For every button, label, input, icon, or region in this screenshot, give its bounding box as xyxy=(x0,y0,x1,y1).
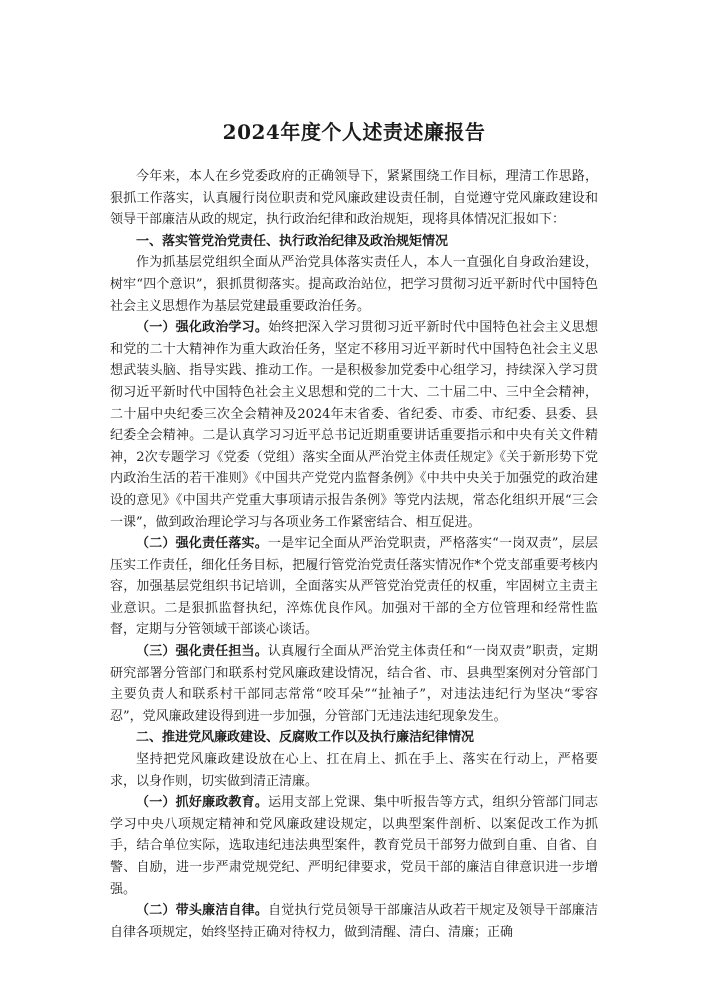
item-lead: （一）强化政治学习。 xyxy=(136,320,269,336)
section-1-heading: 一、落实管党治党责任、执行政治纪律及政治规矩情况 xyxy=(136,233,449,249)
item-lead: （一）抓好廉政教育。 xyxy=(136,795,269,811)
section-1-item-1 xyxy=(110,317,598,533)
item-text: 自觉执行党员领导干部廉洁从政若干规定及领导干部廉洁自律各项规定，始终坚持正确对待权力，做到清醒、清白、清廉；正确 xyxy=(110,903,598,940)
section-2-item-1 xyxy=(110,792,598,900)
item-lead: （二）带头廉洁自律。 xyxy=(136,903,269,919)
item-text: 一是牢记全面从严治党职责，严格落实“一岗双责”，层层压实工作责任，细化任务目标，把履行管党治党责任落实情况作*个党支部重要考核内容，加强基层党组织书记培训，全面落实从严管党治党责任的权重，牢固树立主责主业意识。二是狠抓监督执纪，淬炼优良作风。加强对干部的全方位管理和经常性监督，定期与分管领域干部谈心谈话。 xyxy=(110,536,598,638)
item-text: 始终把深入学习贯彻习近平新时代中国特色社会主义思想和党的二十大精神作为重大政治任务，坚定不移用习近平新时代中国特色社会主义思想武装头脑、指导实践、推动工作。一是积极参加党委中心组学习，持续深入学习贯彻习近平新时代中国特色社会主义思想和党的二十大、二十届二中、三中全会精神，二十届中央纪委三次全会精神及2024年末省委、省纪委、市委、市纪委、县委、县纪委全会精神。二是认真学习习近平总书记近期重要讲话重要指示和中央有关文件精神，2次专题学习《党委（党组）落实全面从严治党主体责任规定》《关于新形势下党内政治生活的若干准则》《中国共产党党内监督条例》《中共中央关于加强党的政治建设的意见》《中国共产党重大事项请示报告条例》等党内法规，常态化组织开展“三会一课”，做到政治理论学习与各项业务工作紧密结合、相互促进。 xyxy=(110,320,598,530)
item-text: 认真履行全面从严治党主体责任和“一岗双责”职责，定期研究部署分管部门和联系村党风廉政建设情况，结合省、市、县典型案例对分管部门主要负责人和联系村干部同志常常“咬耳朵”“扯袖子”，对违法违纪行为坚决“零容忍”，党风廉政建设得到进一步加强，分管部门无违法违纪现象发生。 xyxy=(110,644,598,724)
section-1-item-3 xyxy=(110,641,598,727)
intro-paragraph: 今年来，本人在乡党委政府的正确领导下，紧紧围绕工作目标，理清工作思路，狠抓工作落实，认真履行岗位职责和党风廉政建设责任制，自觉遵守党风廉政建设和领导干部廉洁从政的规定，执行政治纪律和政治规矩，现将具体情况汇报如下： xyxy=(110,169,598,228)
section-1-intro: 作为抓基层党组织全面从严治党具体落实责任人，本人一直强化自身政治建设，树牢“四个意识”，狠抓贯彻落实。提高政治站位，把学习贯彻习近平新时代中国特色社会主义思想作为基层党建最重要政治任务。 xyxy=(110,255,598,314)
section-2-intro: 坚持把党风廉政建设放在心上、扛在肩上、抓在手上、落实在行动上，严格要求，以身作则，切实做到清正清廉。 xyxy=(110,752,598,789)
document-title: 2024年度个人述责述廉报告 xyxy=(222,120,486,144)
section-1-item-2 xyxy=(110,533,598,641)
item-text: 运用支部上党课、集中听报告等方式，组织分管部门同志学习中央八项规定精神和党风廉政建设规定，以典型案件剖析、以案促改工作为抓手，结合单位实际，选取违纪违法典型案件，教育党员干部努力做到自重、自省、自警、自励，进一步严肃党规党纪、严明纪律要求，党员干部的廉洁自律意识进一步增强。 xyxy=(110,795,598,897)
section-2-item-2 xyxy=(110,900,598,943)
section-2-heading: 二、推进党风廉政建设、反腐败工作以及执行廉洁纪律情况 xyxy=(136,730,475,746)
item-lead: （三）强化责任担当。 xyxy=(136,644,268,660)
item-lead: （二）强化责任落实。 xyxy=(136,536,268,552)
